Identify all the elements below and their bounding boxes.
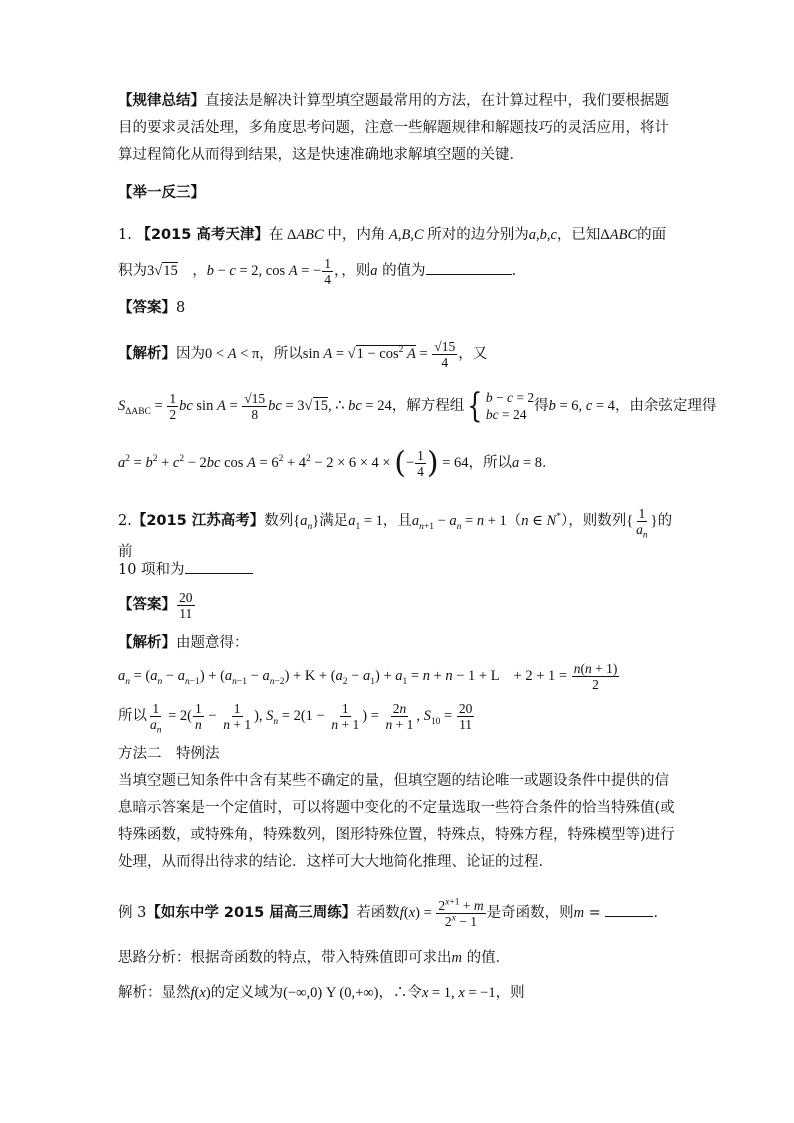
summary-paragraph [118, 88, 676, 169]
ex3-idea: 思路分析：根据奇函数的特点，带入特殊值即可求出m 的值． [118, 950, 511, 966]
ex3-label: 例 3 [118, 905, 147, 921]
method2-text: 当填空题已知条件中含有某些不确定的量，但填空题的结论唯一或题设条件中提供的信息暗示答案是一个定值时，可以将题中变化的不定量选取一些符合条件的恰当特殊值(或特殊函数，或特殊角，特殊数列，图形特殊位置，特殊点，特殊方程，特殊模型等)进行处理，从而得出待求的结论．这样可大大地简化推理、论证的过程． [118, 773, 675, 870]
q1-answer: 【答案】8 [118, 300, 186, 316]
q2-answer-fraction: $\frac{20}{11}$ [179, 589, 193, 621]
q2-number: 2. [118, 513, 132, 529]
practice-heading [118, 181, 676, 205]
practice-label: 【举一反三】 [118, 185, 205, 201]
summary-text: 直接法是解决计算型填空题最常用的方法，在计算过程中，我们要根据题目的要求灵活处理，多角度思考问题，注意一些解题规律和解题技巧的灵活应用，将计算过程简化从而得到结果，这是快速准确地求解填空题的关键． [118, 93, 669, 163]
q1-stem: 1. 【2015 高考天津】在 ΔABC 中，内角 A,B,C 所对的边分别为a,b,c，已知ΔABC的面积为3√15 ，b − c = 2, cos A = − $\frac{1}{4}$ ，，则a 的值为 ． [118, 227, 667, 288]
q1-source: 【2015 高考天津】 [136, 227, 269, 243]
method2-title: 方法二 特例法 [118, 746, 220, 762]
ex3-source: 【如东中学 2015 届高三周练】 [146, 905, 357, 921]
q1-answer-value: 8 [176, 300, 186, 316]
q1-answer-blank [426, 260, 512, 275]
ex3-solution: 解析：显然f(x)的定义域为(−∞,0) Y (0,+∞)，∴令x = 1, x = −1，则 [118, 985, 525, 1001]
ex3-stem: 例 3【如东中学 2015 届高三周练】若函数f(x) = $\frac{2^{x+1} + m}{2^x - 1}$ 是奇函数，则m = ． [118, 897, 668, 930]
q2-source: 【2015 江苏高考】 [131, 513, 265, 529]
q1-number: 1. [118, 227, 137, 243]
q2-stem-2: 10 项和为 [118, 558, 676, 582]
ex3-answer-blank [605, 902, 653, 917]
q2-answer: 【答案】 $\frac{20}{11}$ [118, 589, 193, 621]
q1-analysis-1: 【解析】因为0 < A < π，所以$\sin A = √1 - \cos^2 A$ = $\frac{√15}{4}$ ，又 [118, 339, 488, 371]
q2-analysis-label: 【解析】由题意得： [118, 635, 249, 651]
q1-analysis-2: $S_{\Delta ABC}$ = $\frac{1}{2}$ bc sin A = $\frac{√15}{8}$ bc = 3√15, ∴ bc = 24，解方程组{ b − c = 2 bc = 24 得b = 6, c = 4，由余弦定理得 [118, 386, 717, 426]
q2-answer-blank [185, 559, 253, 574]
summary-label: 【规律总结】 [118, 93, 205, 109]
q2-analysis-1: $a_n = (a_n - a_{n-1}) + (a_{n-1} - a_{n-2}) + K + (a_2 - a_1) + a_1 = n + n - 1 + L$ + 2 + 1 = $\frac{n(n + 1)}{2}$ [118, 661, 618, 693]
q2-stem: 2.【2015 江苏高考】数列$\{a_n\}$满足$a_1 = 1$，且$a_{n+1} - a_n = n + 1(n$ ∈ N*），则数列{ $\frac{1}{a_n}$ }的前 [118, 506, 673, 561]
q1-analysis-3: $a^2 = b^2 + c^2 - 2bc$ $\cos A = 6^2 + 4^2 - 2 \times 6 \times 4$ × (− $\frac{1}{4}$ ) = 64，所以a = 8． [118, 445, 557, 481]
q2-analysis-2: 所以 $\frac{1}{a_n}$ = 2( $\frac{1}{n}$ − $\frac{1}{n + 1}$ ), $S_n = 2(1$ − $\frac{1}{n + 1}$ ) = $\frac{2n}{n + 1}$ , $S_{10}$ = $\frac{20}{11}$ [118, 701, 473, 736]
